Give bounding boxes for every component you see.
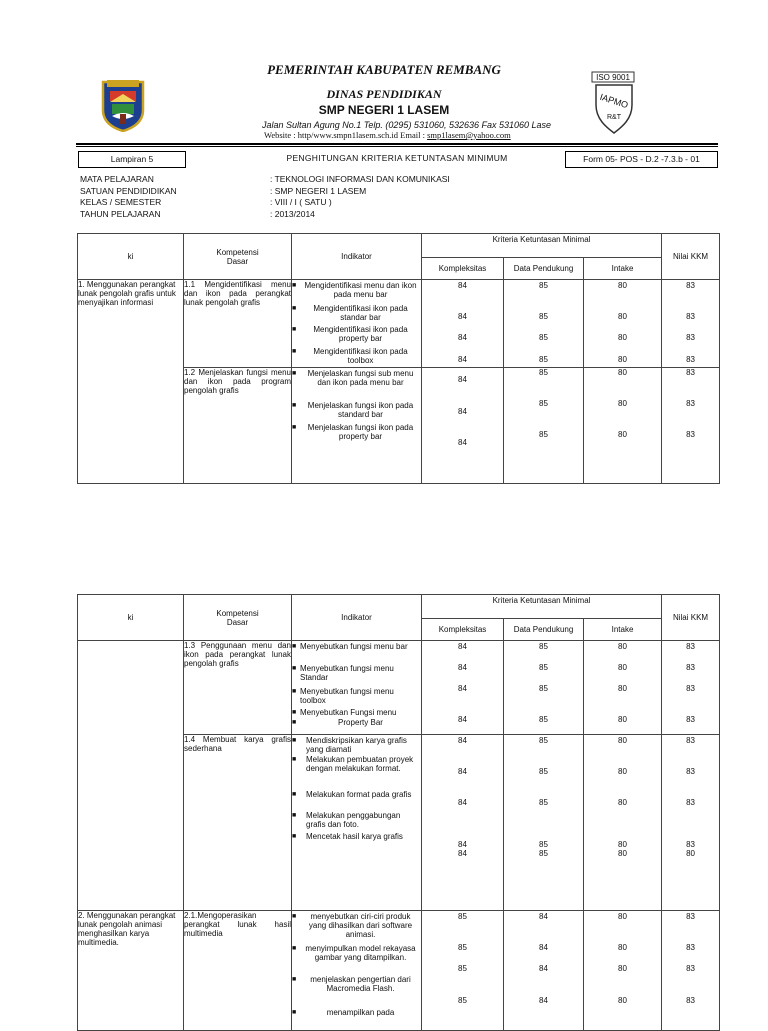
- intake-cell: 80 80 80: [584, 368, 662, 484]
- meta-value: : TEKNOLOGI INFORMASI DAN KOMUNIKASI: [270, 174, 450, 184]
- nilai-kkm-cell: 83 83 83 83: [662, 641, 720, 735]
- indikator-item: ■ Melakukan pembuatan proyek dengan melakukan format.: [292, 755, 414, 773]
- meta-labels: [80, 174, 177, 220]
- header-website: [264, 130, 511, 140]
- nilai-kkm-cell: 83 83 83 83: [662, 280, 720, 368]
- col-header-kompleksitas: Kompleksitas: [422, 619, 504, 641]
- table-row: [78, 641, 720, 735]
- indikator-item: ■ Property Bar: [292, 718, 383, 727]
- indikator-item: ■ Menjelaskan fungsi ikon pada standard bar: [292, 401, 414, 419]
- indikator-cell: [292, 911, 422, 1031]
- form-code-box: Form 05- POS - D.2 -7.3.b - 01: [565, 151, 718, 168]
- ki-cell-empty: [78, 641, 184, 911]
- col-header-kompleksitas: Kompleksitas: [422, 258, 504, 280]
- indikator-item: ■ Mendiskripsikan karya grafis yang diamati: [292, 736, 407, 754]
- meta-values: [270, 174, 450, 220]
- ki-cell: 1. Menggunakan perangkat lunak pengolah grafis untuk menyajikan informasi: [78, 280, 184, 484]
- data-pendukung-cell: 85 85 85: [504, 368, 584, 484]
- table-row: [78, 280, 720, 368]
- kd-cell: 1.4 Membuat karya grafis sederhana: [184, 735, 292, 911]
- iso-sub1: IAPMO: [598, 91, 630, 111]
- indikator-item: ■ Menyebutkan fungsi menu Standar: [292, 664, 394, 682]
- indikator-cell: [292, 368, 422, 484]
- intake-cell: 80 80 80 80: [584, 641, 662, 735]
- indikator-item: ■ Melakukan penggabungan grafis dan foto.: [292, 811, 401, 829]
- indikator-item: ■ Menjelaskan fungsi sub menu dan ikon pada menu bar: [292, 369, 414, 387]
- col-header-kd: [184, 234, 292, 280]
- col-header-indikator: Indikator: [292, 234, 422, 280]
- iso-sub2: R&T: [607, 114, 621, 121]
- header-rule: [76, 143, 718, 145]
- meta-label: TAHUN PELAJARAN: [80, 208, 161, 219]
- nilai-kkm-cell: 83 83 83 83 80: [662, 735, 720, 911]
- intake-cell: 80 80 80 80: [584, 280, 662, 368]
- col-header-intake: Intake: [584, 258, 662, 280]
- intake-cell: 80 80 80 80: [584, 911, 662, 1031]
- data-pendukung-cell: 85 85 85 85: [504, 280, 584, 368]
- col-header-data-pendukung: Data Pendukung: [504, 619, 584, 641]
- header-government: PEMERINTAH KABUPATEN REMBANG: [267, 62, 501, 77]
- header-address: Jalan Sultan Agung No.1 Telp. (0295) 531060, 532636 Fax 531060 Lase: [262, 120, 552, 130]
- col-header-nilai-kkm: Nilai KKM: [662, 595, 720, 641]
- kkm-table-1: [77, 233, 720, 484]
- meta-label: MATA PELAJARAN: [80, 174, 154, 184]
- col-header-kkm-group: Kriteria Ketuntasan Minimal: [422, 234, 662, 258]
- col-header-data-pendukung: Data Pendukung: [504, 258, 584, 280]
- kompleksitas-cell: 84 84 84 84: [422, 280, 504, 368]
- kd-header-line2: Dasar: [226, 617, 249, 627]
- indikator-item: ■ menyebutkan ciri-ciri produk yang dihasilkan dari software animasi.: [292, 912, 413, 939]
- kd-cell: 1.1 Mengidentifikasi menu dan ikon pada perangkat lunak pengolah grafis: [184, 280, 292, 368]
- website-text: Website : http/www.smpn1lasem.sch.id Email :: [264, 130, 428, 140]
- col-header-kd: [184, 595, 292, 641]
- form-title: PENGHITUNGAN KRITERIA KETUNTASAN MINIMUM: [286, 153, 508, 163]
- meta-value: : SMP NEGERI 1 LASEM: [270, 185, 367, 196]
- ki-cell: 2. Menggunakan perangkat lunak pengolah animasi menghasilkan karya multimedia.: [78, 911, 184, 1031]
- meta-value: : 2013/2014: [270, 208, 315, 219]
- data-pendukung-cell: 84 84 84 84: [504, 911, 584, 1031]
- kd-cell: 2.1.Mengoperasikan perangkat lunak hasil multimedia: [184, 911, 292, 1031]
- nilai-kkm-cell: 83 83 83 83: [662, 911, 720, 1031]
- table-row: [78, 911, 720, 1031]
- meta-value: : VIII / I ( SATU ): [270, 197, 332, 207]
- indikator-item: ■ menampilkan pada: [292, 1008, 395, 1017]
- indikator-item: ■ Mengidentifikasi ikon pada standar bar: [292, 304, 408, 322]
- col-header-ki: ki: [78, 234, 184, 280]
- kompleksitas-cell: 85 85 85 85: [422, 911, 504, 1031]
- col-header-intake: Intake: [584, 619, 662, 641]
- indikator-cell: [292, 735, 422, 911]
- meta-label: KELAS / SEMESTER: [80, 197, 162, 207]
- iso-label: ISO 9001: [596, 73, 630, 82]
- col-header-nilai-kkm: Nilai KKM: [662, 234, 720, 280]
- indikator-cell: [292, 280, 422, 368]
- indikator-item: ■ Mencetak hasil karya grafis: [292, 832, 403, 841]
- indikator-item: ■ Menyebutkan fungsi menu bar: [292, 642, 408, 651]
- email-link[interactable]: smp1lasem@yahoo.com: [427, 130, 511, 140]
- meta-label: SATUAN PENDIDIDIKAN: [80, 185, 177, 196]
- kkm-table-2: [77, 594, 720, 1031]
- kd-cell: 1.3 Penggunaan menu dan ikon pada perangkat lunak pengolah grafis: [184, 641, 292, 735]
- kd-header-line1: Kompetensi: [216, 608, 259, 618]
- kd-header-line2: Dasar: [226, 256, 249, 266]
- indikator-item: ■ Mengidentifikasi menu dan ikon pada menu bar: [292, 281, 417, 299]
- indikator-item: ■ Menyebutkan Fungsi menu: [292, 708, 397, 717]
- indikator-item: ■ Mengidentifikasi ikon pada toolbox: [292, 347, 408, 365]
- kompleksitas-cell: 84 84 84 84 84: [422, 735, 504, 911]
- header-school-name: SMP NEGERI 1 LASEM: [318, 103, 450, 117]
- header-department: DINAS PENDIDIKAN: [326, 87, 442, 101]
- indikator-item: ■ menjelaskan pengertian dari Macromedia Flash.: [292, 975, 411, 993]
- kd-header-line1: Kompetensi: [216, 247, 259, 257]
- kompleksitas-cell: 84 84 84: [422, 368, 504, 484]
- indikator-item: ■ Melakukan format pada grafis: [292, 790, 412, 799]
- col-header-ki: ki: [78, 595, 184, 641]
- indikator-cell: [292, 641, 422, 735]
- indikator-item: ■ menyimpulkan model rekayasa gambar yang ditampilkan.: [292, 944, 416, 962]
- lampiran-box: Lampiran 5: [78, 151, 186, 168]
- nilai-kkm-cell: 83 83 83: [662, 368, 720, 484]
- indikator-item: ■ Menyebutkan fungsi menu toolbox: [292, 687, 394, 705]
- indikator-item: ■ Mengidentifikasi ikon pada property bar: [292, 325, 408, 343]
- kd-cell: 1.2 Menjelaskan fungsi menu dan ikon pada program pengolah grafis: [184, 368, 292, 484]
- intake-cell: 80 80 80 80 80: [584, 735, 662, 911]
- indikator-item: ■ Menjelaskan fungsi ikon pada property bar: [292, 423, 414, 441]
- data-pendukung-cell: 85 85 85 85: [504, 641, 584, 735]
- data-pendukung-cell: 85 85 85 85 85: [504, 735, 584, 911]
- header-rule-thin: [76, 146, 718, 147]
- kompleksitas-cell: 84 84 84 84: [422, 641, 504, 735]
- col-header-indikator: Indikator: [292, 595, 422, 641]
- col-header-kkm-group: Kriteria Ketuntasan Minimal: [422, 595, 662, 619]
